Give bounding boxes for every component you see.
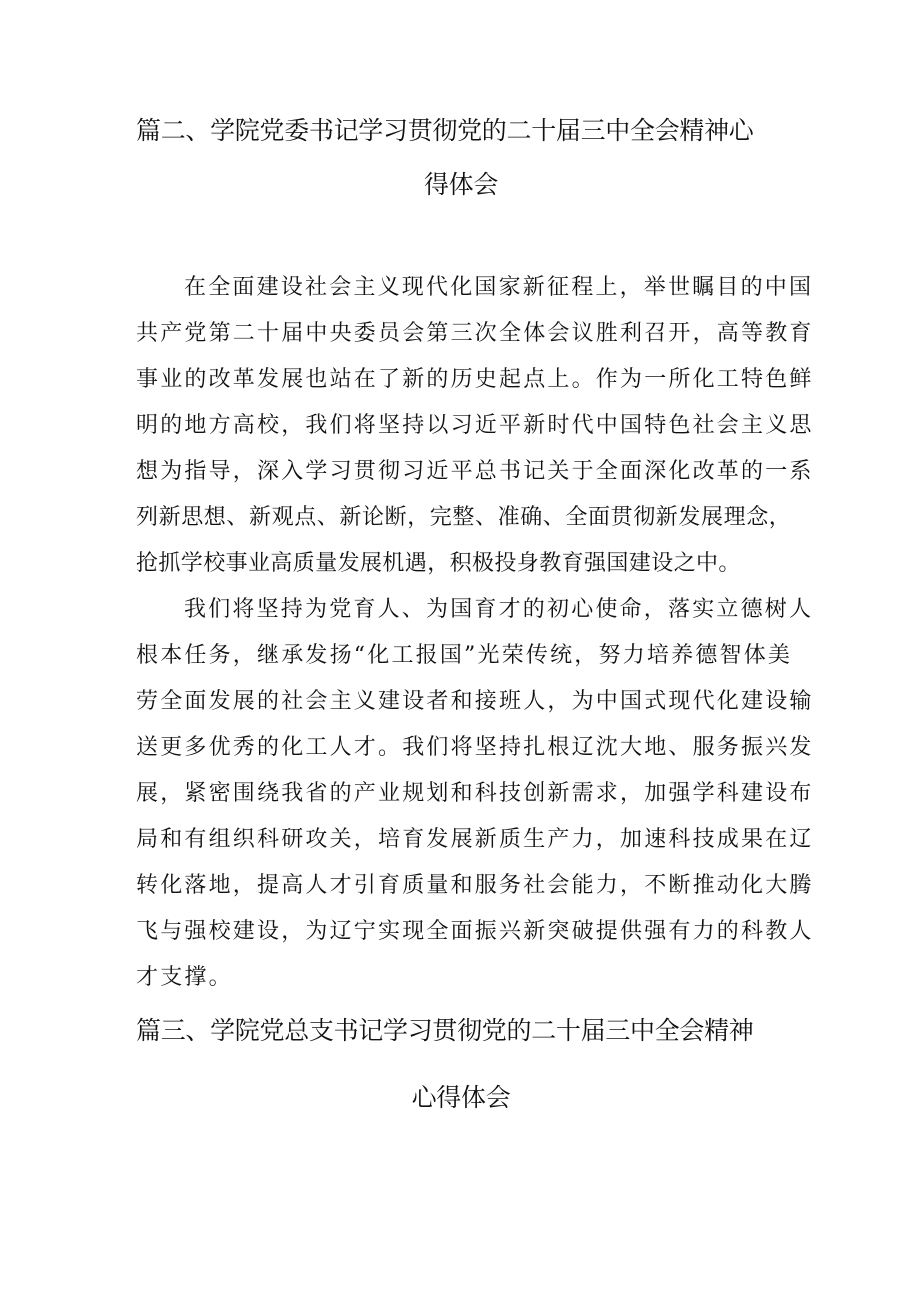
section-three-title-line-2: 心得体会	[411, 1083, 511, 1112]
paragraph-line: 想为指导，深入学习贯彻习近平总书记关于全面深化改革的一系	[136, 459, 814, 484]
paragraph-line: 抢抓学校事业高质量发展机遇，积极投身教育强国建设之中。	[136, 551, 741, 576]
section-three-title	[136, 1004, 786, 1138]
paragraph-line: 劳全面发展的社会主义建设者和接班人，为中国式现代化建设输	[136, 689, 814, 714]
paragraph-line: 列新思想、新观点、新论断，完整、准确、全面贯彻新发展理念，	[136, 505, 792, 530]
paragraph-line: 明的地方高校，我们将坚持以习近平新时代中国特色社会主义思	[136, 413, 814, 438]
paragraph-line: 送更多优秀的化工人才。我们将坚持扎根辽沈大地、服务振兴发	[136, 735, 814, 760]
section-two-title-line-2: 得体会	[423, 170, 499, 199]
section-two-title-line-1: 篇二、学院党委书记学习贯彻党的二十届三中全会精神心	[136, 116, 754, 145]
paragraph-line: 共产党第二十届中央委员会第三次全体会议胜利召开，高等教育	[136, 321, 814, 346]
paragraph-line: 展，紧密围绕我省的产业规划和科技创新需求，加强学科建设布	[136, 781, 814, 806]
paragraph-line: 在全面建设社会主义现代化国家新征程上，举世瞩目的中国	[184, 275, 814, 300]
paragraph-line: 事业的改革发展也站在了新的历史起点上。作为一所化工特色鲜	[136, 367, 814, 392]
paragraph-line: 我们将坚持为党育人、为国育才的初心使命，落实立德树人	[184, 597, 814, 622]
section-two-title	[136, 104, 786, 212]
paragraph-line: 局和有组织科研攻关，培育发展新质生产力，加速科技成果在辽	[136, 827, 814, 852]
paragraph-line: 飞与强校建设，为辽宁实现全面振兴新突破提供强有力的科教人	[136, 919, 814, 944]
paragraph-line: 才支撑。	[136, 965, 233, 990]
section-two-paragraph-2	[136, 587, 814, 1001]
section-three-title-line-1: 篇三、学院党总支书记学习贯彻党的二十届三中全会精神	[136, 1016, 754, 1045]
paragraph-line: 转化落地，提高人才引育质量和服务社会能力，不断推动化大腾	[136, 873, 814, 898]
paragraph-line: 根本任务，继承发扬“化工报国”光荣传统，努力培养德智体美	[136, 643, 793, 668]
section-two-paragraph-1	[136, 265, 814, 587]
